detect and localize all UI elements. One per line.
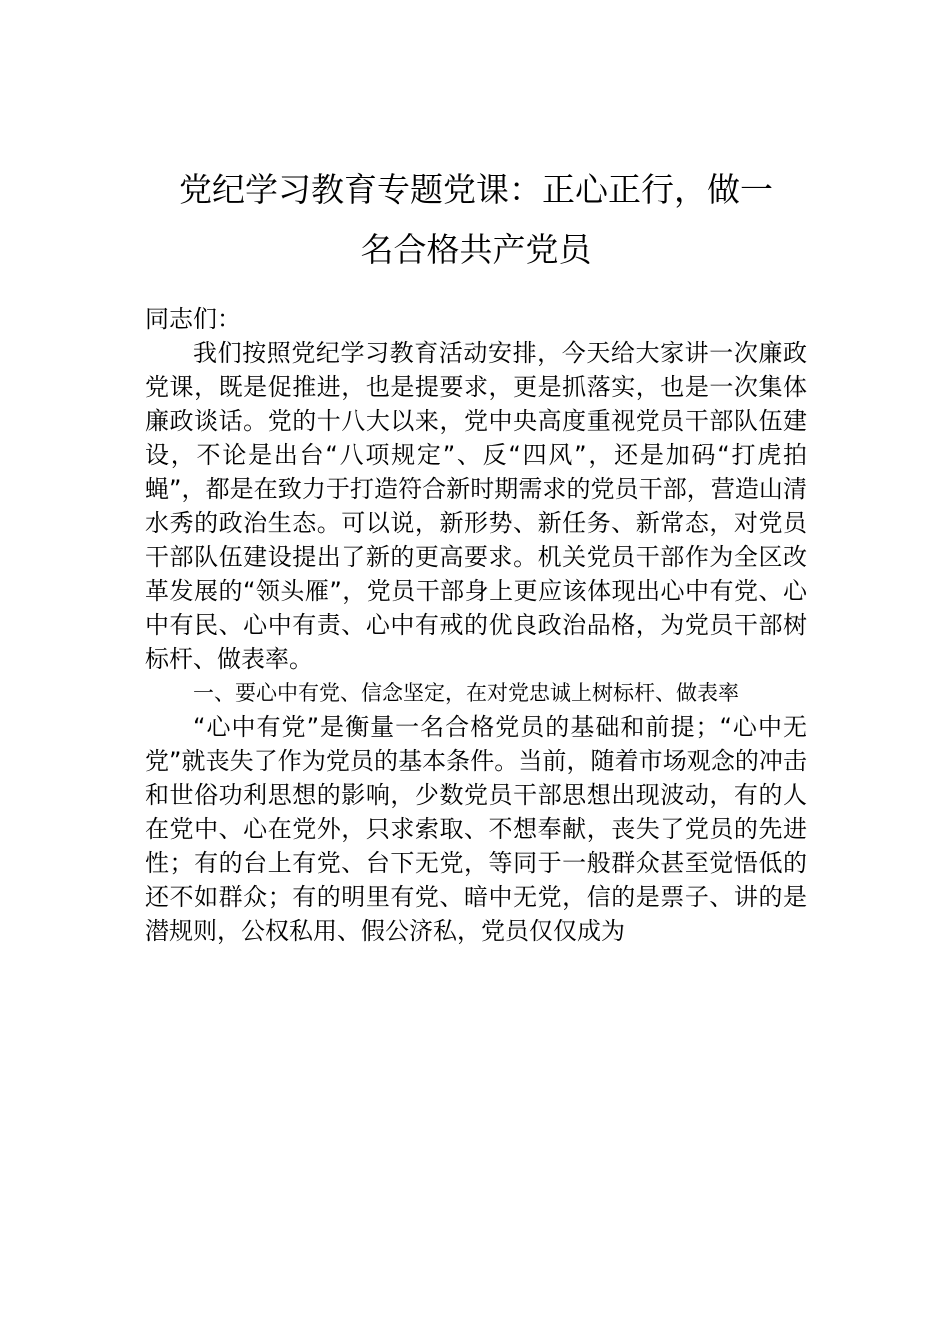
body-paragraph: “心中有党”是衡量一名合格党员的基础和前提；“心中无党”就丧失了作为党员的基本条件。当前，随着市场观念的冲击和世俗功利思想的影响，少数党员干部思想出现波动，有的人在党中、心在党外，只求索取、不想奉献，丧失了党员的先进性；有的台上有党、台下无党，等同于一般群众甚至觉悟低的还不如群众；有的明里有党、暗中无党，信的是票子、讲的是潜规则，公权私用、假公济私，党员仅仅成为 — [145, 713, 807, 945]
section-heading-1: 一、要心中有党、信念坚定，在对党忠诚上树标杆、做表率 — [193, 681, 739, 705]
title-line-1: 党纪学习教育专题党课：正心正行，做一 — [179, 170, 773, 209]
salutation: 同志们： — [145, 305, 241, 333]
document-title — [133, 160, 819, 280]
intro-paragraph: 我们按照党纪学习教育活动安排，今天给大家讲一次廉政党课，既是促推进，也是提要求，更是抓落实，也是一次集体廉政谈话。党的十八大以来，党中央高度重视党员干部队伍建设，不论是出台“八项规定”、反“四风”，还是加码“打虎拍蝇”，都是在致力于打造符合新时期需求的党员干部，营造山清水秀的政治生态。可以说，新形势、新任务、新常态，对党员干部队伍建设提出了新的更高要求。机关党员干部作为全区改革发展的“领头雁”，党员干部身上更应该体现出心中有党、心中有民、心中有责、心中有戒的优良政治品格，为党员干部树标杆、做表率。 — [145, 339, 807, 673]
title-line-2: 名合格共产党员 — [360, 230, 592, 269]
document-page — [145, 160, 807, 948]
